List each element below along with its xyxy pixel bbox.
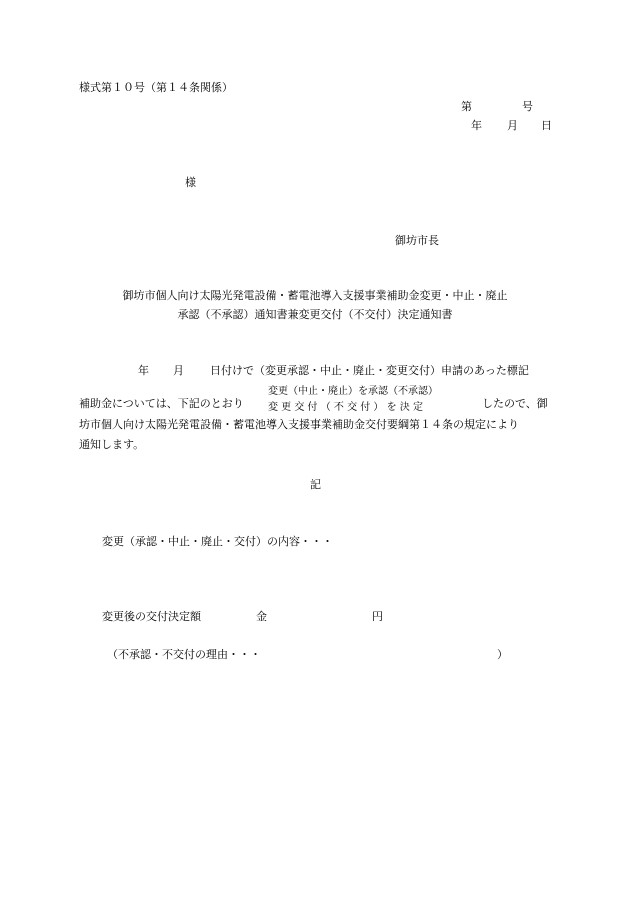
amount-label: 変更後の交付決定額 xyxy=(102,610,201,623)
body-line-3: 坊市個人向け太陽光発電設備・蓄電池導入支援事業補助金交付要綱第１４条の規定により xyxy=(79,418,519,431)
body-line-2-tail: したので、御 xyxy=(482,397,548,410)
issuer-name: 御坊市長 xyxy=(395,234,439,247)
amount-prefix: 金 xyxy=(256,610,267,623)
doc-number-suffix: 号 xyxy=(522,100,533,113)
document-title-line-2: 承認（不承認）通知書兼変更交付（不交付）決定通知書 xyxy=(177,308,453,321)
date-year: 年 xyxy=(471,119,482,132)
change-content-label: 変更（承認・中止・廃止・交付）の内容・・・ xyxy=(102,535,333,548)
reason-close: ） xyxy=(497,648,508,661)
date-day: 日 xyxy=(541,119,552,132)
reason-open: （不承認・不交付の理由・・・ xyxy=(107,648,261,661)
amount-unit: 円 xyxy=(372,610,383,623)
doc-number-prefix: 第 xyxy=(461,100,472,113)
body-line-1: 日付けで（変更承認・中止・廃止・変更交付）申請のあった標記 xyxy=(210,364,529,377)
body-date-month: 月 xyxy=(173,364,184,377)
document-title-line-1: 御坊市個人向け太陽光発電設備・蓄電池導入支援事業補助金変更・中止・廃止 xyxy=(122,289,508,302)
body-date-year: 年 xyxy=(138,364,149,377)
body-choice-upper: 変更（中止・廃止）を承認（不承認） xyxy=(268,386,438,397)
ki-heading: 記 xyxy=(310,478,321,491)
addressee-suffix: 様 xyxy=(185,176,196,189)
body-choice-lower: 変 更 交 付 （ 不 交 付 ） を 決 定 xyxy=(268,402,423,413)
date-month: 月 xyxy=(507,119,518,132)
body-line-4: 通知します。 xyxy=(79,438,145,451)
form-number: 様式第１０号（第１４条関係） xyxy=(79,81,233,94)
body-line-2-lead: 補助金については、下記のとおり xyxy=(79,397,244,410)
